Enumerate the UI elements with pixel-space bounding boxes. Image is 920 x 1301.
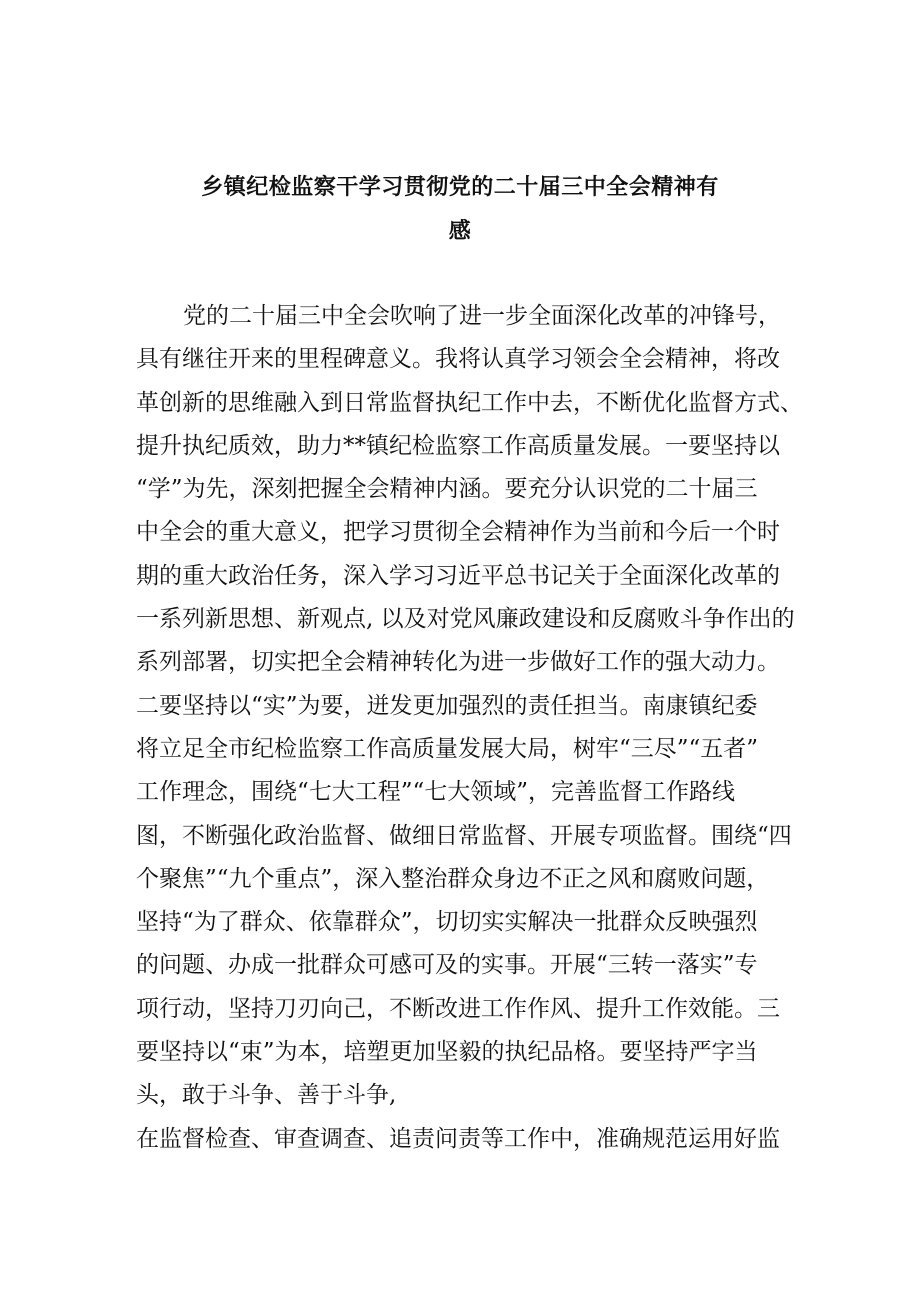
paragraph-line: 系列部署，切实把全会精神转化为进一步做好工作的强大动力。 (136, 649, 780, 676)
paragraph-line: 提升执纪质效，助力**镇纪检监察工作高质量发展。一要坚持以 (136, 432, 780, 459)
title-line: 感 (448, 219, 472, 244)
paragraph-line: 项行动，坚持刀刃向己，不断改进工作作风、提升工作效能。三 (136, 995, 780, 1022)
paragraph-line: 具有继往开来的里程碑意义。我将认真学习领会全会精神，将改 (136, 346, 780, 373)
paragraph-line: 在监督检查、审查调查、追责问责等工作中，准确规范运用好监 (136, 1125, 780, 1152)
paragraph-line: 工作理念，围绕“七大工程”“七大领域”，完善监督工作路线 (136, 779, 736, 806)
paragraph-line: 要坚持以“束”为本，培塑更加坚毅的执纪品格。要坚持严字当 (136, 1039, 758, 1066)
paragraph-line: “学”为先，深刻把握全会精神内涵。要充分认识党的二十届三 (136, 476, 758, 503)
paragraph-line: 坚持“为了群众、依靠群众”，切切实实解决一批群众反映强烈 (136, 909, 758, 936)
document-title (136, 166, 784, 254)
paragraph-line: 个聚焦”“九个重点”，深入整治群众身边不正之风和腐败问题， (136, 865, 770, 892)
paragraph-line: 图，不断强化政治监督、做细日常监督、开展专项监督。围绕“四 (136, 822, 792, 849)
document-body (136, 295, 803, 1161)
paragraph-line: 二要坚持以“实”为要，迸发更加强烈的责任担当。南康镇纪委 (136, 692, 758, 719)
paragraph-line: 的问题、办成一批群众可感可及的实事。开展“三转一落实”专 (136, 952, 758, 979)
paragraph-line: 期的重大政治任务，深入学习习近平总书记关于全面深化改革的 (136, 562, 780, 589)
paragraph-line: 党的二十届三中全会吹响了进一步全面深化改革的冲锋号， (183, 303, 781, 329)
paragraph-line: 革创新的思维融入到日常监督执纪工作中去，不断优化监督方式、 (136, 389, 803, 416)
title-line: 乡镇纪检监察干学习贯彻党的二十届三中全会精神有 (201, 175, 719, 200)
paragraph-line: 一系列新思想、新观点, 以及对党风廉政建设和反腐败斗争作出的 (136, 606, 795, 633)
paragraph-line: 头，敢于斗争、善于斗争, (136, 1082, 397, 1109)
paragraph-line: 中全会的重大意义，把学习贯彻全会精神作为当前和今后一个时 (136, 519, 780, 546)
paragraph-line: 将立足全市纪检监察工作高质量发展大局，树牢“三尽”“五者” (136, 735, 759, 762)
